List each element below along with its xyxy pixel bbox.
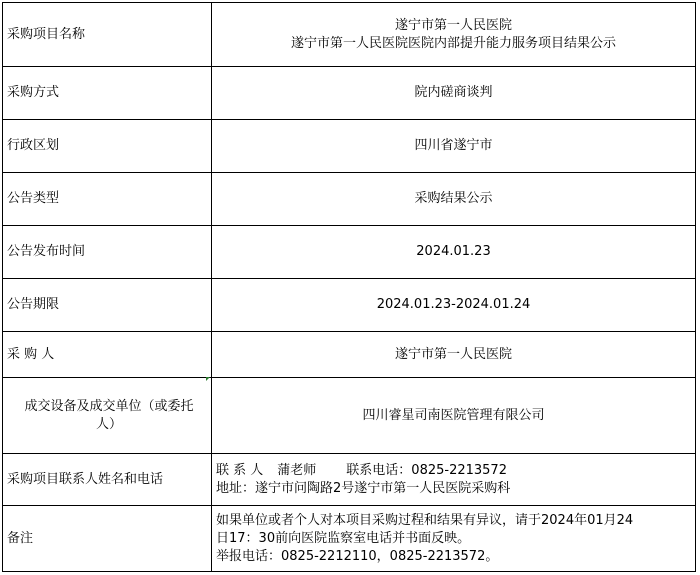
row-purchaser <box>3 332 696 378</box>
contact-person: 蒲老师 <box>277 462 317 478</box>
row-publish-time <box>3 226 696 279</box>
row-method <box>3 67 696 120</box>
value-publish-time: 2024.01.23 <box>212 226 696 279</box>
row-winner <box>3 378 696 454</box>
label-publish-time: 公告发布时间 <box>3 226 212 279</box>
value-notice-type: 采购结果公示 <box>212 173 696 226</box>
label-remarks: 备注 <box>3 506 212 572</box>
row-region <box>3 120 696 173</box>
label-method: 采购方式 <box>3 67 212 120</box>
value-project-name <box>212 3 696 67</box>
label-winner <box>3 378 212 454</box>
label-notice-type: 公告类型 <box>3 173 212 226</box>
row-project-name <box>3 3 696 67</box>
label-region: 行政区划 <box>3 120 212 173</box>
remarks-line2: 日17：30前向医院监察室电话并书面反映。 <box>216 530 471 546</box>
label-project-name: 采购项目名称 <box>3 3 212 67</box>
label-period: 公告期限 <box>3 279 212 332</box>
contact-phone: 0825-2213572 <box>411 462 507 478</box>
value-winner: 四川睿星司南医院管理有限公司 <box>212 378 696 454</box>
contact-person-prefix: 联 系 人 <box>216 462 264 478</box>
contact-address: 地址：遂宁市问陶路2号遂宁市第一人民医院采购科 <box>216 480 511 496</box>
row-notice-type <box>3 173 696 226</box>
winner-label-line2: 人） <box>95 416 122 432</box>
project-name-line2: 遂宁市第一人民医院医院内部提升能力服务项目结果公示 <box>290 35 616 51</box>
value-contact <box>212 454 696 506</box>
value-method: 院内磋商谈判 <box>212 67 696 120</box>
contact-phone-label: 联系电话： <box>346 462 412 478</box>
remarks-line3: 举报电话：0825-2212110，0825-2213572。 <box>216 548 499 564</box>
procurement-notice-table <box>2 2 696 572</box>
value-purchaser: 遂宁市第一人民医院 <box>212 332 696 378</box>
remarks-line1: 如果单位或者个人对本项目采购过程和结果有异议，请于2024年01月24 <box>216 512 634 528</box>
row-contact <box>3 454 696 506</box>
value-remarks <box>212 506 696 572</box>
winner-label-line1: 成交设备及成交单位（或委托 <box>24 398 194 414</box>
label-purchaser: 采 购 人 <box>3 332 212 378</box>
project-name-line1: 遂宁市第一人民医院 <box>394 17 512 33</box>
contact-line1 <box>216 462 695 480</box>
row-remarks <box>3 506 696 572</box>
value-period: 2024.01.23-2024.01.24 <box>212 279 696 332</box>
label-contact: 采购项目联系人姓名和电话 <box>3 454 212 506</box>
row-period <box>3 279 696 332</box>
value-region: 四川省遂宁市 <box>212 120 696 173</box>
cell-comment-marker <box>206 377 210 381</box>
